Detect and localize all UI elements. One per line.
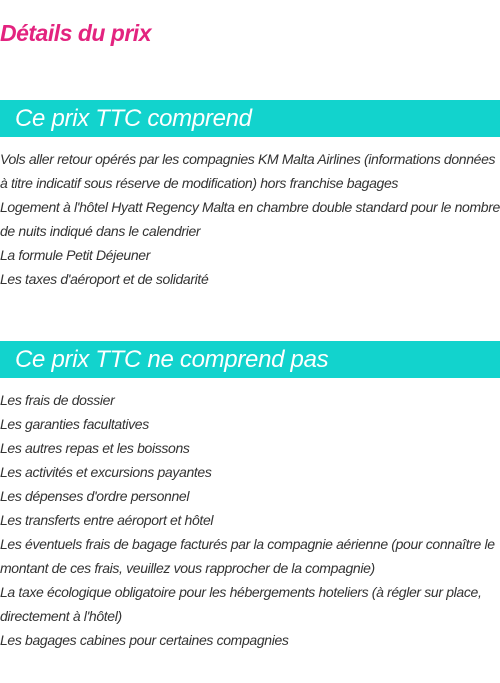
includes-item: Logement à l'hôtel Hyatt Regency Malta en chambre double standard pour le nombre de nuits indiqué dans le calendrier <box>0 199 500 239</box>
excludes-item: Les transferts entre aéroport et hôtel <box>0 512 214 528</box>
excludes-item: La taxe écologique obligatoire pour les hébergements hoteliers (à régler sur place, directement à l'hôtel) <box>0 584 482 624</box>
excludes-list <box>0 388 500 652</box>
includes-item: Les taxes d'aéroport et de solidarité <box>0 271 209 287</box>
excludes-item: Les autres repas et les boissons <box>0 440 190 456</box>
includes-list <box>0 147 500 291</box>
excludes-item: Les éventuels frais de bagage facturés par la compagnie aérienne (pour connaître le montant de ces frais, veuillez vous rapprocher de la compagnie) <box>0 536 495 576</box>
section-heading-includes: Ce prix TTC comprend <box>15 104 252 132</box>
excludes-item: Les activités et excursions payantes <box>0 464 212 480</box>
includes-item: La formule Petit Déjeuner <box>0 247 151 263</box>
excludes-item: Les bagages cabines pour certaines compagnies <box>0 632 289 648</box>
includes-item: Vols aller retour opérés par les compagnies KM Malta Airlines (informations données à titre indicatif sous réserve de modification) hors franchise bagages <box>0 151 496 191</box>
section-header-excludes <box>0 341 500 378</box>
section-header-includes <box>0 100 500 137</box>
section-heading-excludes: Ce prix TTC ne comprend pas <box>15 345 329 373</box>
excludes-item: Les dépenses d'ordre personnel <box>0 488 190 504</box>
page-title: Détails du prix <box>0 20 151 46</box>
excludes-item: Les frais de dossier <box>0 392 115 408</box>
excludes-item: Les garanties facultatives <box>0 416 149 432</box>
